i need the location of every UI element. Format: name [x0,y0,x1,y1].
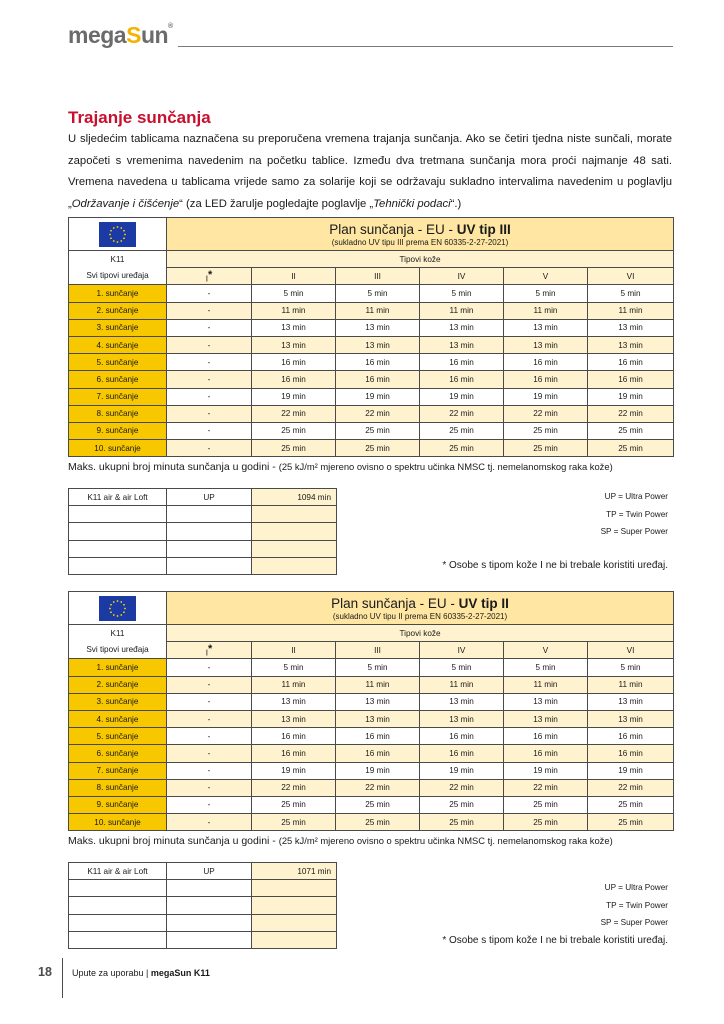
legend-tp: TP = Twin Power [606,900,668,910]
duration-cell: 13 min [252,710,336,727]
skin-type-label: VI [626,271,635,281]
tanning-plan-uv2-table [68,591,673,831]
max-minutes-line-uv3 [68,456,673,478]
summary-row [69,880,337,897]
duration-cell: 22 min [420,405,504,422]
duration-cell: 16 min [504,745,588,762]
duration-cell: - [167,814,252,831]
duration-cell: 16 min [252,745,336,762]
skin-type-asterisk: * [208,642,213,655]
duration-cell: 25 min [336,814,420,831]
duration-cell: 25 min [504,814,588,831]
summary-empty-cell [167,880,252,897]
duration-cell: 5 min [336,285,420,302]
plan-title: Plan sunčanja - EU - [329,222,457,237]
duration-cell: 5 min [504,659,588,676]
summary-row [69,489,337,506]
session-label: 6. sunčanje [69,371,167,388]
duration-cell: 25 min [336,796,420,813]
duration-cell: 16 min [588,371,674,388]
duration-cell: 19 min [420,762,504,779]
session-label: 7. sunčanje [69,388,167,405]
skin-type-label: III [374,271,381,281]
skin-type-label: II [291,645,296,655]
table-row [69,319,674,336]
summary-empty-cell [69,523,167,540]
duration-cell: 11 min [588,676,674,693]
summary-table-uv2 [68,862,336,949]
summary-row [69,897,337,914]
skin-type-asterisk: * [208,268,213,281]
summary-table-uv3 [68,488,336,575]
duration-cell: 13 min [420,693,504,710]
duration-cell: 16 min [504,728,588,745]
legend-sp: SP = Super Power [600,527,668,536]
skin-type-header [420,268,504,285]
skin-type-header [588,642,674,659]
megasun-logo: megaSun® [68,22,173,48]
duration-cell: 11 min [420,676,504,693]
table-row [69,796,674,813]
duration-cell: - [167,440,252,457]
table-row [69,762,674,779]
summary-minutes: 1094 min [252,489,337,506]
all-devices-label: Svi tipovi uređaja [86,644,149,654]
duration-cell: 13 min [252,336,336,353]
summary-row [69,931,337,948]
skin-types-header: Tipovi kože [167,251,674,268]
duration-cell: 22 min [588,779,674,796]
summary-row [69,540,337,557]
summary-empty-cell [252,914,337,931]
session-label: 10. sunčanje [69,814,167,831]
duration-cell: - [167,745,252,762]
table-row [69,405,674,422]
duration-cell: 5 min [336,659,420,676]
tanning-plan-uv3-table [68,217,673,457]
session-label: 10. sunčanje [69,440,167,457]
header-rule [178,46,673,47]
table-row [69,745,674,762]
session-label: 1. sunčanje [69,285,167,302]
duration-cell: - [167,796,252,813]
duration-cell: - [167,285,252,302]
summary-empty-cell [69,914,167,931]
skin-type-label: III [374,645,381,655]
summary-empty-cell [252,880,337,897]
session-label: 9. sunčanje [69,796,167,813]
device-header [69,625,167,659]
max-minutes-note: (25 kJ/m² mjereno ovisno o spektru učinka NMSC tj. nemelanomskog raka kože) [278,835,613,846]
duration-cell: 13 min [504,336,588,353]
session-label: 3. sunčanje [69,319,167,336]
table-row [69,779,674,796]
summary-empty-cell [69,557,167,574]
duration-cell: 16 min [420,728,504,745]
all-devices-label: Svi tipovi uređaja [86,270,149,280]
summary-row [69,523,337,540]
skin-type-note-1: * Osobe s tipom kože I ne bi trebale koristiti uređaj. [442,560,668,571]
table-row [69,336,674,353]
duration-cell: 16 min [336,371,420,388]
duration-cell: 13 min [588,693,674,710]
summary-empty-cell [167,897,252,914]
skin-type-header [252,268,336,285]
session-label: 4. sunčanje [69,710,167,727]
duration-cell: 25 min [252,814,336,831]
summary-empty-cell [252,523,337,540]
session-label: 3. sunčanje [69,693,167,710]
duration-cell: - [167,728,252,745]
duration-cell: - [167,710,252,727]
duration-cell: 25 min [588,440,674,457]
duration-cell: 22 min [504,405,588,422]
device-header [69,251,167,285]
duration-cell: 16 min [420,745,504,762]
duration-cell: 16 min [336,354,420,371]
duration-cell: 11 min [504,676,588,693]
duration-cell: 25 min [252,422,336,439]
max-minutes-note: (25 kJ/m² mjereno ovisno o spektru učinka NMSC tj. nemelanomskog raka kože) [278,461,613,472]
duration-cell: - [167,302,252,319]
duration-cell: 11 min [252,676,336,693]
duration-cell: 19 min [420,388,504,405]
duration-cell: 11 min [504,302,588,319]
duration-cell: - [167,422,252,439]
summary-empty-cell [167,914,252,931]
duration-cell: 25 min [504,422,588,439]
duration-cell: - [167,319,252,336]
duration-cell: 16 min [420,354,504,371]
duration-cell: 25 min [588,422,674,439]
duration-cell: 13 min [504,319,588,336]
duration-cell: 25 min [420,440,504,457]
duration-cell: 11 min [252,302,336,319]
duration-cell: 16 min [588,728,674,745]
device-name: K11 [110,254,125,264]
plan-subtitle: (sukladno UV tipu III prema EN 60335-2-27-2021) [331,238,509,247]
max-minutes-label: Maks. ukupni broj minuta sunčanja u godini - [68,835,279,847]
duration-cell: 25 min [252,796,336,813]
duration-cell: - [167,388,252,405]
eu-flag-icon [99,222,136,247]
skin-type-header [167,268,252,285]
duration-cell: 22 min [504,779,588,796]
duration-cell: 11 min [420,302,504,319]
duration-cell: 13 min [504,693,588,710]
duration-cell: 22 min [420,779,504,796]
duration-cell: - [167,336,252,353]
duration-cell: 25 min [336,422,420,439]
table-row [69,285,674,302]
eu-flag-icon [99,596,136,621]
table-row [69,676,674,693]
duration-cell: 22 min [336,405,420,422]
duration-cell: 19 min [336,762,420,779]
table-row [69,354,674,371]
duration-cell: 16 min [252,371,336,388]
duration-cell: 25 min [252,440,336,457]
duration-cell: 13 min [420,336,504,353]
summary-device: K11 air & air Loft [69,863,167,880]
session-label: 1. sunčanje [69,659,167,676]
duration-cell: - [167,659,252,676]
duration-cell: 25 min [420,796,504,813]
duration-cell: 13 min [420,319,504,336]
table-row [69,422,674,439]
summary-empty-cell [252,897,337,914]
session-label: 2. sunčanje [69,302,167,319]
duration-cell: 11 min [588,302,674,319]
legend-sp: SP = Super Power [600,918,668,927]
duration-cell: 13 min [252,693,336,710]
duration-cell: 5 min [504,285,588,302]
power-legend-1 [601,488,668,541]
skin-type-label: I [205,648,208,658]
table-row [69,814,674,831]
duration-cell: - [167,762,252,779]
session-label: 5. sunčanje [69,354,167,371]
legend-tp: TP = Twin Power [606,509,668,519]
duration-cell: 16 min [504,371,588,388]
skin-type-label: V [542,645,549,655]
intro-paragraph: U sljedećim tablicama naznačena su preporučena vremena trajanja sunčanja. Ako se četiri tjedna niste sunčali, morate započeti s vremenima navedenim na početku tablice. Između dva tretmana sunčanja mora proći najmanje 48 sati. Vremena navedena u tablicama vrijede samo za solarije koji se održavaju sukladno intervalima navedenim u poglavlju „Održavanje i čišćenje“ (za LED žarulje pogledajte poglavlje „Tehnički podaci“.) [68,133,672,210]
skin-type-header [504,642,588,659]
session-label: 7. sunčanje [69,762,167,779]
duration-cell: 13 min [588,319,674,336]
duration-cell: - [167,405,252,422]
duration-cell: 13 min [336,336,420,353]
skin-type-label: V [542,271,549,281]
uv-type: UV tip II [458,596,509,611]
footer-rule [62,958,63,998]
duration-cell: 19 min [252,762,336,779]
duration-cell: 22 min [588,405,674,422]
duration-cell: 25 min [504,440,588,457]
legend-up: UP = Ultra Power [604,883,668,892]
skin-type-header [336,268,420,285]
duration-cell: 25 min [420,422,504,439]
duration-cell: 11 min [336,676,420,693]
summary-empty-cell [69,540,167,557]
duration-cell: 25 min [588,796,674,813]
plan-subtitle: (sukladno UV tipu II prema EN 60335-2-27-2021) [332,612,508,621]
summary-power: UP [167,489,252,506]
duration-cell: 19 min [504,388,588,405]
session-label: 9. sunčanje [69,422,167,439]
table-row [69,371,674,388]
uv-type: UV tip III [456,222,511,237]
skin-type-header [252,642,336,659]
session-label: 5. sunčanje [69,728,167,745]
plan-header [167,218,674,251]
duration-cell: 19 min [252,388,336,405]
duration-cell: 13 min [504,710,588,727]
duration-cell: 16 min [588,745,674,762]
duration-cell: 25 min [420,814,504,831]
duration-cell: 19 min [588,762,674,779]
summary-empty-cell [252,506,337,523]
skin-type-header [420,642,504,659]
duration-cell: 19 min [504,762,588,779]
duration-cell: 13 min [336,693,420,710]
duration-cell: 5 min [588,285,674,302]
footer-text: Upute za uporabu | megaSun K11 [72,968,210,978]
summary-power: UP [167,863,252,880]
summary-minutes: 1071 min [252,863,337,880]
max-minutes-label: Maks. ukupni broj minuta sunčanja u godini - [68,461,279,473]
summary-row [69,914,337,931]
duration-cell: 16 min [252,728,336,745]
duration-cell: 13 min [420,710,504,727]
session-label: 6. sunčanje [69,745,167,762]
duration-cell: 16 min [336,728,420,745]
table-row [69,693,674,710]
skin-type-header [504,268,588,285]
summary-empty-cell [69,506,167,523]
skin-type-header [336,642,420,659]
legend-up: UP = Ultra Power [604,492,668,501]
skin-type-label: VI [626,645,635,655]
skin-type-label: I [205,274,208,284]
max-minutes-line-uv2 [68,830,673,852]
summary-empty-cell [69,897,167,914]
duration-cell: 16 min [252,354,336,371]
session-label: 4. sunčanje [69,336,167,353]
summary-empty-cell [252,557,337,574]
table-row [69,710,674,727]
summary-empty-cell [69,880,167,897]
summary-empty-cell [252,931,337,948]
duration-cell: 16 min [420,371,504,388]
duration-cell: 5 min [420,659,504,676]
plan-header [167,592,674,625]
table-row [69,302,674,319]
table-row [69,388,674,405]
skin-type-label: IV [457,271,466,281]
duration-cell: 22 min [252,779,336,796]
table-row [69,728,674,745]
duration-cell: 5 min [252,659,336,676]
duration-cell: - [167,371,252,388]
duration-cell: 25 min [504,796,588,813]
summary-row [69,557,337,574]
summary-row [69,506,337,523]
summary-empty-cell [167,540,252,557]
page-title: Trajanje sunčanja [68,108,211,127]
summary-device: K11 air & air Loft [69,489,167,506]
summary-empty-cell [252,540,337,557]
duration-cell: 5 min [588,659,674,676]
duration-cell: 13 min [336,710,420,727]
summary-empty-cell [167,557,252,574]
skin-type-header [588,268,674,285]
duration-cell: 11 min [336,302,420,319]
duration-cell: 13 min [588,336,674,353]
summary-empty-cell [167,931,252,948]
duration-cell: - [167,354,252,371]
skin-types-header: Tipovi kože [167,625,674,642]
duration-cell: - [167,676,252,693]
duration-cell: 13 min [336,319,420,336]
table-row [69,659,674,676]
session-label: 2. sunčanje [69,676,167,693]
duration-cell: 19 min [336,388,420,405]
device-name: K11 [110,628,125,638]
power-legend-2 [601,879,668,932]
duration-cell: 16 min [588,354,674,371]
summary-empty-cell [167,506,252,523]
duration-cell: 5 min [252,285,336,302]
session-label: 8. sunčanje [69,405,167,422]
duration-cell: 13 min [588,710,674,727]
duration-cell: 16 min [336,745,420,762]
duration-cell: - [167,693,252,710]
duration-cell: 22 min [336,779,420,796]
session-label: 8. sunčanje [69,779,167,796]
duration-cell: 13 min [252,319,336,336]
plan-title: Plan sunčanja - EU - [331,596,459,611]
duration-cell: 22 min [252,405,336,422]
summary-empty-cell [167,523,252,540]
duration-cell: 16 min [504,354,588,371]
duration-cell: 25 min [336,440,420,457]
duration-cell: - [167,779,252,796]
skin-type-label: II [291,271,296,281]
summary-empty-cell [69,931,167,948]
duration-cell: 19 min [588,388,674,405]
duration-cell: 5 min [420,285,504,302]
skin-type-note-2: * Osobe s tipom kože I ne bi trebale koristiti uređaj. [442,935,668,946]
summary-row [69,863,337,880]
duration-cell: 25 min [588,814,674,831]
table-row [69,440,674,457]
skin-type-label: IV [457,645,466,655]
skin-type-header [167,642,252,659]
page-number: 18 [38,965,52,979]
